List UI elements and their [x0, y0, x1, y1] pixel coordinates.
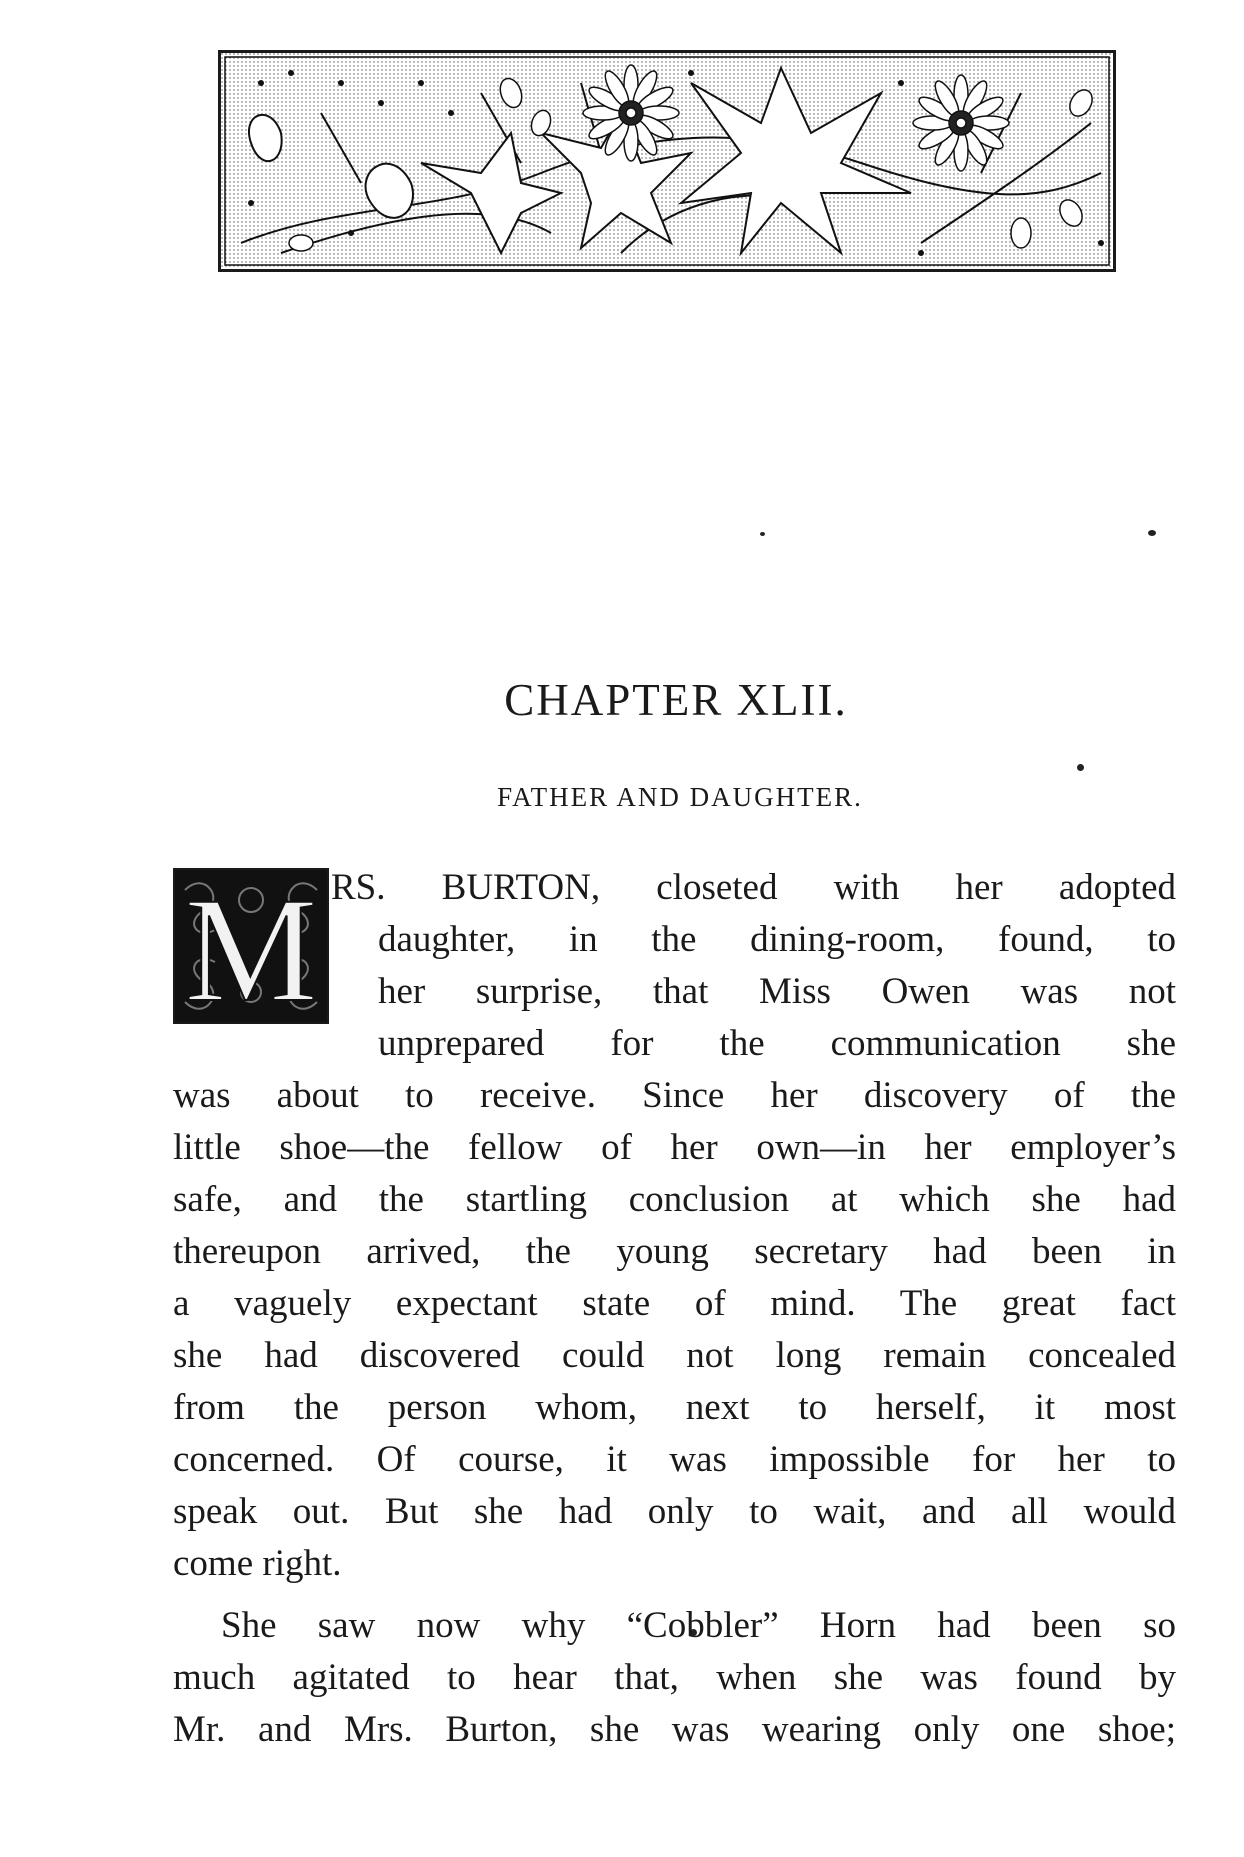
text-line: much agitated to hear that, when she was found by [173, 1657, 1176, 1698]
floral-header-ornament [218, 50, 1116, 272]
text-line: speak out. But she had only to wait, and all would [173, 1491, 1176, 1532]
text-line: from the person whom, next to herself, it most [173, 1387, 1176, 1428]
ornate-initial-icon [175, 870, 327, 1022]
text-line: little shoe—the fellow of her own—in her employer’s [173, 1127, 1176, 1168]
text-line: safe, and the startling conclusion at which she had [173, 1179, 1176, 1220]
text-line: concerned. Of course, it was impossible for her to [173, 1439, 1176, 1480]
text-line: Mr. and Mrs. Burton, she was wearing only one shoe; [173, 1709, 1176, 1750]
drop-cap-letter: M [184, 870, 318, 1022]
text-line: RS. BURTON, closeted with her adopted [331, 867, 1176, 908]
text-line: was about to receive. Since her discovery of the [173, 1075, 1176, 1116]
drop-cap [173, 868, 329, 1024]
speck [760, 532, 765, 536]
floral-ornament-icon [221, 53, 1113, 269]
chapter-subtitle: FATHER AND DAUGHTER. [497, 782, 863, 812]
speck [1077, 764, 1084, 771]
text-line: She saw now why “Cobbler” Horn had been so [221, 1605, 1176, 1646]
text-line: come right. [173, 1543, 342, 1584]
text-line: her surprise, that Miss Owen was not [378, 971, 1176, 1012]
text-line: daughter, in the dining-room, found, to [378, 919, 1176, 960]
text-line: she had discovered could not long remain concealed [173, 1335, 1176, 1376]
text-line: unprepared for the communication she [378, 1023, 1176, 1064]
text-line: a vaguely expectant state of mind. The great fact [173, 1283, 1176, 1324]
speck [1148, 530, 1156, 536]
chapter-title: CHAPTER XLII. [504, 675, 848, 725]
text-line: thereupon arrived, the young secretary had been in [173, 1231, 1176, 1272]
